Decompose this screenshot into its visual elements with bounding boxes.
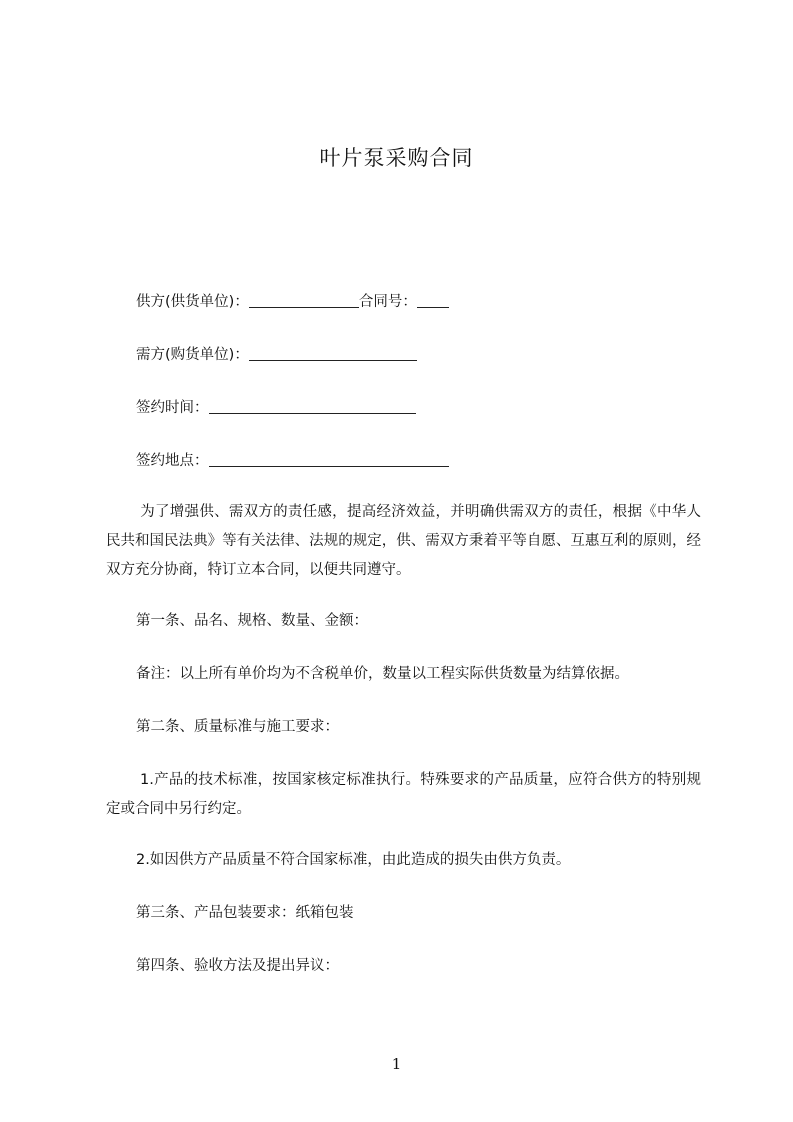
sign-time-line [136,398,416,418]
article-1: 第一条、品名、规格、数量、金额： [136,613,368,629]
item-2: 2.如因供方产品质量不符合国家标准，由此造成的损失由供方负责。 [136,852,571,868]
sign-place-line [136,451,449,471]
intro-paragraph [106,498,701,585]
contract-no-blank [417,293,449,308]
document-title: 叶片泵采购合同 [319,146,474,170]
sign-place-label: 签约地点： [136,453,209,469]
article-4: 第四条、验收方法及提出异议： [136,958,339,974]
supplier-blank [249,293,359,308]
sign-time-label: 签约时间： [136,400,209,416]
buyer-label: 需方(购货单位)： [136,347,249,363]
item-1-paragraph [106,766,701,824]
buyer-line [136,345,417,365]
note-line: 备注：以上所有单价均为不含税单价，数量以工程实际供货数量为结算依据。 [136,666,629,682]
sign-time-blank [209,399,416,414]
contract-no-label: 合同号： [358,294,417,310]
buyer-blank [249,346,417,361]
supplier-label: 供方(供货单位)： [136,294,249,310]
article-3: 第三条、产品包装要求：纸箱包装 [136,905,354,921]
sign-place-blank [209,452,449,467]
page-number: 1 [391,1055,402,1073]
supplier-line [136,292,449,312]
intro-text: 为了增强供、需双方的责任感，提高经济效益，并明确供需双方的责任，根据《中华人民共和国民法典》等有关法律、法规的规定，供、需双方秉着平等自愿、互惠互利的原则，经双方充分协商，特订立本合同，以便共同遵守。 [106,504,701,578]
article-2: 第二条、质量标准与施工要求： [136,719,339,735]
item-1-text: 1.产品的技术标准，按国家核定标准执行。特殊要求的产品质量，应符合供方的特别规定或合同中另行约定。 [106,772,701,817]
